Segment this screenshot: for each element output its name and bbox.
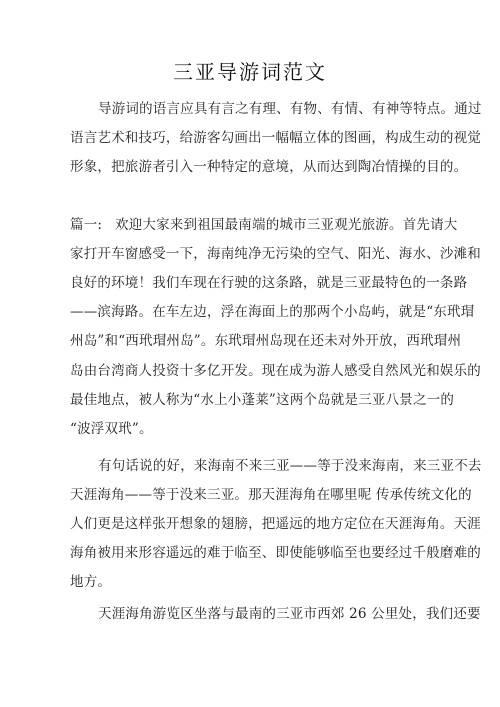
paragraph-line: 海角被用来形容遥远的难于临至、即使能够临至也要经过千般磨难的	[70, 545, 481, 561]
paragraph-line: 良好的环境！我们车现在行驶的这条路，就是三亚最特色的一条路	[70, 275, 468, 291]
paragraph-line: 州岛”和“西玳瑁州岛”。东玳瑁州岛现在还未对外开放，西玳瑁州	[70, 333, 462, 349]
intro-line: 导游词的语言应具有言之有理、有物、有情、有神等特点。通过	[98, 101, 482, 117]
paragraph-line: 最佳地点，被人称为“水上小蓬莱”这两个岛就是三亚八景之一的	[70, 392, 455, 408]
section1-first-line	[70, 216, 458, 234]
paragraph-line: 欢迎大家来到祖国最南端的城市三亚观光旅游。首先请大	[115, 217, 458, 233]
paragraph-line: ——滨海路。在车左边，浮在海面上的那两个小岛屿，就是“东玳瑁	[70, 304, 475, 320]
paragraph-line: 天涯海角游览区坐落与最南的三亚市西郊 26 公里处，我们还要	[98, 606, 481, 622]
paragraph-line: 天涯海角——等于没来三亚。那天涯海角在哪里呢 传承传统文化的	[70, 487, 472, 503]
page-title: 三亚导游词范文	[173, 60, 327, 84]
paragraph-line: 人们更是这样张开想象的翅膀，把遥远的地方定位在天涯海角。天涯	[70, 516, 481, 532]
paragraph-line: 地方。	[70, 574, 112, 590]
paragraph-line: “波浮双玳”。	[70, 421, 153, 437]
paragraph-line: 家打开车窗感受一下，海南纯净无污染的空气、阳光、海水、沙滩和	[70, 246, 481, 262]
section-label: 篇一:	[70, 217, 103, 233]
intro-line: 语言艺术和技巧，给游客勾画出一幅幅立体的图画，构成生动的视觉	[70, 130, 481, 146]
paragraph-line: 有句话说的好，来海南不来三亚——等于没来海南，来三亚不去	[98, 458, 482, 474]
intro-line: 形象，把旅游者引入一种特定的意境，从而达到陶冶情操的目的。	[70, 159, 468, 175]
paragraph-line: 岛由台湾商人投资十多亿开发。现在成为游人感受自然风光和娱乐的	[70, 363, 481, 379]
